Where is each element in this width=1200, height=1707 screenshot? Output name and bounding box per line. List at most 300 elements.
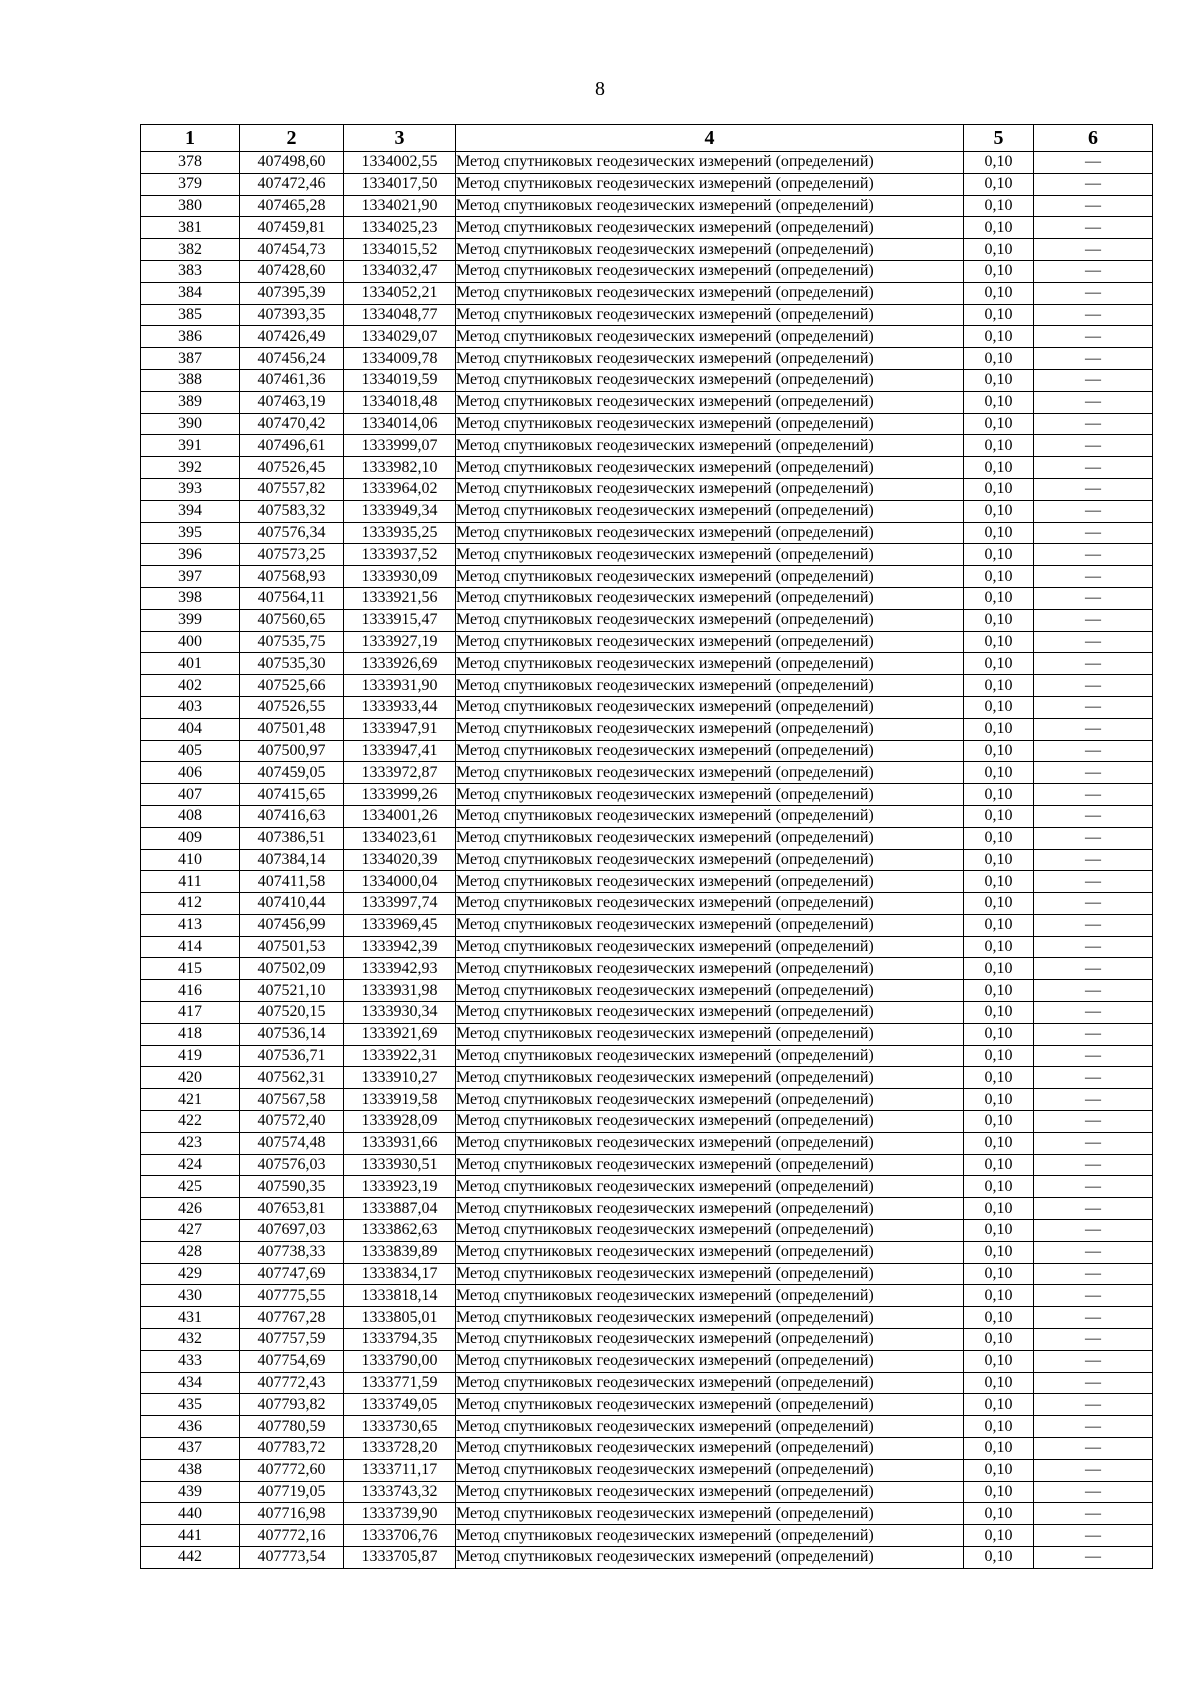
y-coordinate-cell: 1333969,45 xyxy=(344,914,456,936)
accuracy-cell: 0,10 xyxy=(964,152,1034,174)
y-coordinate-cell: 1334017,50 xyxy=(344,173,456,195)
note-cell: — xyxy=(1034,500,1153,522)
accuracy-cell: 0,10 xyxy=(964,1132,1034,1154)
y-coordinate-cell: 1333805,01 xyxy=(344,1307,456,1329)
y-coordinate-cell: 1333739,90 xyxy=(344,1503,456,1525)
method-cell: Метод спутниковых геодезических измерений (определений) xyxy=(456,566,964,588)
method-cell: Метод спутниковых геодезических измерений (определений) xyxy=(456,1154,964,1176)
y-coordinate-cell: 1334052,21 xyxy=(344,282,456,304)
accuracy-cell: 0,10 xyxy=(964,1481,1034,1503)
method-cell: Метод спутниковых геодезических измерений (определений) xyxy=(456,457,964,479)
point-number-cell: 391 xyxy=(141,435,240,457)
page-number: 8 xyxy=(595,78,605,100)
y-coordinate-cell: 1334000,04 xyxy=(344,871,456,893)
table-row xyxy=(141,152,1153,174)
y-coordinate-cell: 1334015,52 xyxy=(344,239,456,261)
point-number-cell: 429 xyxy=(141,1263,240,1285)
y-coordinate-cell: 1333921,69 xyxy=(344,1023,456,1045)
point-number-cell: 427 xyxy=(141,1220,240,1242)
y-coordinate-cell: 1333706,76 xyxy=(344,1525,456,1547)
method-cell: Метод спутниковых геодезических измерений (определений) xyxy=(456,1198,964,1220)
table-row xyxy=(141,805,1153,827)
x-coordinate-cell: 407757,59 xyxy=(240,1329,344,1351)
table-row xyxy=(141,239,1153,261)
note-cell: — xyxy=(1034,871,1153,893)
x-coordinate-cell: 407415,65 xyxy=(240,784,344,806)
table-row xyxy=(141,587,1153,609)
method-cell: Метод спутниковых геодезических измерений (определений) xyxy=(456,914,964,936)
x-coordinate-cell: 407772,43 xyxy=(240,1372,344,1394)
table-row xyxy=(141,1023,1153,1045)
accuracy-cell: 0,10 xyxy=(964,478,1034,500)
point-number-cell: 414 xyxy=(141,936,240,958)
note-cell: — xyxy=(1034,304,1153,326)
table-row xyxy=(141,1002,1153,1024)
accuracy-cell: 0,10 xyxy=(964,348,1034,370)
accuracy-cell: 0,10 xyxy=(964,369,1034,391)
point-number-cell: 422 xyxy=(141,1111,240,1133)
note-cell: — xyxy=(1034,914,1153,936)
y-coordinate-cell: 1333964,02 xyxy=(344,478,456,500)
y-coordinate-cell: 1333999,07 xyxy=(344,435,456,457)
point-number-cell: 393 xyxy=(141,478,240,500)
y-coordinate-cell: 1333931,90 xyxy=(344,675,456,697)
method-cell: Метод спутниковых геодезических измерений (определений) xyxy=(456,1416,964,1438)
x-coordinate-cell: 407501,53 xyxy=(240,936,344,958)
point-number-cell: 380 xyxy=(141,195,240,217)
method-cell: Метод спутниковых геодезических измерений (определений) xyxy=(456,893,964,915)
note-cell: — xyxy=(1034,348,1153,370)
x-coordinate-cell: 407459,81 xyxy=(240,217,344,239)
y-coordinate-cell: 1333930,51 xyxy=(344,1154,456,1176)
accuracy-cell: 0,10 xyxy=(964,980,1034,1002)
note-cell: — xyxy=(1034,413,1153,435)
accuracy-cell: 0,10 xyxy=(964,893,1034,915)
point-number-cell: 434 xyxy=(141,1372,240,1394)
note-cell: — xyxy=(1034,958,1153,980)
note-cell: — xyxy=(1034,675,1153,697)
x-coordinate-cell: 407536,14 xyxy=(240,1023,344,1045)
table-row xyxy=(141,326,1153,348)
x-coordinate-cell: 407395,39 xyxy=(240,282,344,304)
method-cell: Метод спутниковых геодезических измерений (определений) xyxy=(456,696,964,718)
method-cell: Метод спутниковых геодезических измерений (определений) xyxy=(456,391,964,413)
note-cell: — xyxy=(1034,282,1153,304)
y-coordinate-cell: 1333997,74 xyxy=(344,893,456,915)
note-cell: — xyxy=(1034,457,1153,479)
x-coordinate-cell: 407653,81 xyxy=(240,1198,344,1220)
note-cell: — xyxy=(1034,784,1153,806)
table-row xyxy=(141,631,1153,653)
point-number-cell: 420 xyxy=(141,1067,240,1089)
accuracy-cell: 0,10 xyxy=(964,260,1034,282)
x-coordinate-cell: 407384,14 xyxy=(240,849,344,871)
accuracy-cell: 0,10 xyxy=(964,195,1034,217)
note-cell: — xyxy=(1034,1307,1153,1329)
point-number-cell: 433 xyxy=(141,1350,240,1372)
column-header-3: 3 xyxy=(344,125,456,152)
table-row xyxy=(141,217,1153,239)
point-number-cell: 413 xyxy=(141,914,240,936)
y-coordinate-cell: 1333982,10 xyxy=(344,457,456,479)
table-row xyxy=(141,413,1153,435)
x-coordinate-cell: 407456,99 xyxy=(240,914,344,936)
table-row xyxy=(141,500,1153,522)
point-number-cell: 397 xyxy=(141,566,240,588)
method-cell: Метод спутниковых геодезических измерений (определений) xyxy=(456,1394,964,1416)
y-coordinate-cell: 1333947,41 xyxy=(344,740,456,762)
y-coordinate-cell: 1333930,09 xyxy=(344,566,456,588)
method-cell: Метод спутниковых геодезических измерений (определений) xyxy=(456,784,964,806)
table-row xyxy=(141,1525,1153,1547)
y-coordinate-cell: 1333839,89 xyxy=(344,1241,456,1263)
point-number-cell: 424 xyxy=(141,1154,240,1176)
point-number-cell: 379 xyxy=(141,173,240,195)
method-cell: Метод спутниковых геодезических измерений (определений) xyxy=(456,980,964,1002)
method-cell: Метод спутниковых геодезических измерений (определений) xyxy=(456,1002,964,1024)
point-number-cell: 421 xyxy=(141,1089,240,1111)
method-cell: Метод спутниковых геодезических измерений (определений) xyxy=(456,958,964,980)
note-cell: — xyxy=(1034,718,1153,740)
x-coordinate-cell: 407454,73 xyxy=(240,239,344,261)
table-row xyxy=(141,1220,1153,1242)
accuracy-cell: 0,10 xyxy=(964,740,1034,762)
accuracy-cell: 0,10 xyxy=(964,1329,1034,1351)
point-number-cell: 407 xyxy=(141,784,240,806)
x-coordinate-cell: 407472,46 xyxy=(240,173,344,195)
method-cell: Метод спутниковых геодезических измерений (определений) xyxy=(456,718,964,740)
table-row xyxy=(141,1263,1153,1285)
note-cell: — xyxy=(1034,1481,1153,1503)
x-coordinate-cell: 407576,34 xyxy=(240,522,344,544)
x-coordinate-cell: 407465,28 xyxy=(240,195,344,217)
method-cell: Метод спутниковых геодезических измерений (определений) xyxy=(456,435,964,457)
table-row xyxy=(141,282,1153,304)
point-number-cell: 423 xyxy=(141,1132,240,1154)
method-cell: Метод спутниковых геодезических измерений (определений) xyxy=(456,1459,964,1481)
x-coordinate-cell: 407719,05 xyxy=(240,1481,344,1503)
method-cell: Метод спутниковых геодезических измерений (определений) xyxy=(456,195,964,217)
table-row xyxy=(141,893,1153,915)
x-coordinate-cell: 407583,32 xyxy=(240,500,344,522)
note-cell: — xyxy=(1034,239,1153,261)
table-row xyxy=(141,1307,1153,1329)
point-number-cell: 409 xyxy=(141,827,240,849)
y-coordinate-cell: 1334023,61 xyxy=(344,827,456,849)
table-row xyxy=(141,544,1153,566)
accuracy-cell: 0,10 xyxy=(964,1459,1034,1481)
note-cell: — xyxy=(1034,152,1153,174)
x-coordinate-cell: 407459,05 xyxy=(240,762,344,784)
table-row xyxy=(141,304,1153,326)
method-cell: Метод спутниковых геодезических измерений (определений) xyxy=(456,1503,964,1525)
method-cell: Метод спутниковых геодезических измерений (определений) xyxy=(456,740,964,762)
accuracy-cell: 0,10 xyxy=(964,805,1034,827)
x-coordinate-cell: 407536,71 xyxy=(240,1045,344,1067)
point-number-cell: 392 xyxy=(141,457,240,479)
accuracy-cell: 0,10 xyxy=(964,1350,1034,1372)
x-coordinate-cell: 407697,03 xyxy=(240,1220,344,1242)
accuracy-cell: 0,10 xyxy=(964,544,1034,566)
y-coordinate-cell: 1333834,17 xyxy=(344,1263,456,1285)
point-number-cell: 412 xyxy=(141,893,240,915)
note-cell: — xyxy=(1034,1394,1153,1416)
accuracy-cell: 0,10 xyxy=(964,1023,1034,1045)
y-coordinate-cell: 1333999,26 xyxy=(344,784,456,806)
y-coordinate-cell: 1333771,59 xyxy=(344,1372,456,1394)
accuracy-cell: 0,10 xyxy=(964,1307,1034,1329)
table-row xyxy=(141,871,1153,893)
accuracy-cell: 0,10 xyxy=(964,958,1034,980)
x-coordinate-cell: 407498,60 xyxy=(240,152,344,174)
point-number-cell: 383 xyxy=(141,260,240,282)
note-cell: — xyxy=(1034,326,1153,348)
x-coordinate-cell: 407738,33 xyxy=(240,1241,344,1263)
point-number-cell: 398 xyxy=(141,587,240,609)
note-cell: — xyxy=(1034,1132,1153,1154)
note-cell: — xyxy=(1034,1547,1153,1569)
accuracy-cell: 0,10 xyxy=(964,239,1034,261)
table-row xyxy=(141,849,1153,871)
point-number-cell: 382 xyxy=(141,239,240,261)
table-row xyxy=(141,914,1153,936)
y-coordinate-cell: 1334020,39 xyxy=(344,849,456,871)
method-cell: Метод спутниковых геодезических измерений (определений) xyxy=(456,304,964,326)
accuracy-cell: 0,10 xyxy=(964,1503,1034,1525)
y-coordinate-cell: 1333937,52 xyxy=(344,544,456,566)
accuracy-cell: 0,10 xyxy=(964,1525,1034,1547)
note-cell: — xyxy=(1034,1067,1153,1089)
accuracy-cell: 0,10 xyxy=(964,827,1034,849)
note-cell: — xyxy=(1034,1176,1153,1198)
x-coordinate-cell: 407456,24 xyxy=(240,348,344,370)
note-cell: — xyxy=(1034,173,1153,195)
x-coordinate-cell: 407767,28 xyxy=(240,1307,344,1329)
table-row xyxy=(141,696,1153,718)
point-number-cell: 404 xyxy=(141,718,240,740)
x-coordinate-cell: 407411,58 xyxy=(240,871,344,893)
point-number-cell: 406 xyxy=(141,762,240,784)
method-cell: Метод спутниковых геодезических измерений (определений) xyxy=(456,239,964,261)
accuracy-cell: 0,10 xyxy=(964,696,1034,718)
table-row xyxy=(141,1372,1153,1394)
table-row xyxy=(141,827,1153,849)
point-number-cell: 425 xyxy=(141,1176,240,1198)
table-row xyxy=(141,566,1153,588)
accuracy-cell: 0,10 xyxy=(964,566,1034,588)
y-coordinate-cell: 1333933,44 xyxy=(344,696,456,718)
method-cell: Метод спутниковых геодезических измерений (определений) xyxy=(456,1045,964,1067)
y-coordinate-cell: 1334021,90 xyxy=(344,195,456,217)
note-cell: — xyxy=(1034,827,1153,849)
y-coordinate-cell: 1333926,69 xyxy=(344,653,456,675)
accuracy-cell: 0,10 xyxy=(964,1241,1034,1263)
note-cell: — xyxy=(1034,1350,1153,1372)
y-coordinate-cell: 1333919,58 xyxy=(344,1089,456,1111)
method-cell: Метод спутниковых геодезических измерений (определений) xyxy=(456,805,964,827)
point-number-cell: 436 xyxy=(141,1416,240,1438)
point-number-cell: 378 xyxy=(141,152,240,174)
table-body xyxy=(141,152,1153,1569)
table-row xyxy=(141,1132,1153,1154)
y-coordinate-cell: 1333711,17 xyxy=(344,1459,456,1481)
note-cell: — xyxy=(1034,696,1153,718)
table-row xyxy=(141,435,1153,457)
y-coordinate-cell: 1334009,78 xyxy=(344,348,456,370)
y-coordinate-cell: 1334019,59 xyxy=(344,369,456,391)
x-coordinate-cell: 407560,65 xyxy=(240,609,344,631)
accuracy-cell: 0,10 xyxy=(964,1067,1034,1089)
point-number-cell: 417 xyxy=(141,1002,240,1024)
note-cell: — xyxy=(1034,1263,1153,1285)
point-number-cell: 438 xyxy=(141,1459,240,1481)
table-row xyxy=(141,457,1153,479)
table-row xyxy=(141,1285,1153,1307)
x-coordinate-cell: 407501,48 xyxy=(240,718,344,740)
x-coordinate-cell: 407521,10 xyxy=(240,980,344,1002)
method-cell: Метод спутниковых геодезических измерений (определений) xyxy=(456,936,964,958)
point-number-cell: 385 xyxy=(141,304,240,326)
accuracy-cell: 0,10 xyxy=(964,1002,1034,1024)
x-coordinate-cell: 407386,51 xyxy=(240,827,344,849)
point-number-cell: 428 xyxy=(141,1241,240,1263)
table-row xyxy=(141,1111,1153,1133)
point-number-cell: 431 xyxy=(141,1307,240,1329)
y-coordinate-cell: 1333794,35 xyxy=(344,1329,456,1351)
point-number-cell: 401 xyxy=(141,653,240,675)
y-coordinate-cell: 1334014,06 xyxy=(344,413,456,435)
x-coordinate-cell: 407775,55 xyxy=(240,1285,344,1307)
x-coordinate-cell: 407520,15 xyxy=(240,1002,344,1024)
y-coordinate-cell: 1333887,04 xyxy=(344,1198,456,1220)
x-coordinate-cell: 407502,09 xyxy=(240,958,344,980)
method-cell: Метод спутниковых геодезических измерений (определений) xyxy=(456,1023,964,1045)
x-coordinate-cell: 407535,30 xyxy=(240,653,344,675)
note-cell: — xyxy=(1034,1023,1153,1045)
x-coordinate-cell: 407576,03 xyxy=(240,1154,344,1176)
point-number-cell: 402 xyxy=(141,675,240,697)
x-coordinate-cell: 407535,75 xyxy=(240,631,344,653)
method-cell: Метод спутниковых геодезических измерений (определений) xyxy=(456,1438,964,1460)
method-cell: Метод спутниковых геодезических измерений (определений) xyxy=(456,1241,964,1263)
point-number-cell: 430 xyxy=(141,1285,240,1307)
accuracy-cell: 0,10 xyxy=(964,1220,1034,1242)
accuracy-cell: 0,10 xyxy=(964,1263,1034,1285)
method-cell: Метод спутниковых геодезических измерений (определений) xyxy=(456,1481,964,1503)
point-number-cell: 399 xyxy=(141,609,240,631)
table-row xyxy=(141,195,1153,217)
note-cell: — xyxy=(1034,478,1153,500)
table-row xyxy=(141,1547,1153,1569)
accuracy-cell: 0,10 xyxy=(964,871,1034,893)
table-row xyxy=(141,173,1153,195)
y-coordinate-cell: 1333931,98 xyxy=(344,980,456,1002)
point-number-cell: 435 xyxy=(141,1394,240,1416)
x-coordinate-cell: 407754,69 xyxy=(240,1350,344,1372)
note-cell: — xyxy=(1034,1241,1153,1263)
note-cell: — xyxy=(1034,936,1153,958)
y-coordinate-cell: 1333949,34 xyxy=(344,500,456,522)
accuracy-cell: 0,10 xyxy=(964,1372,1034,1394)
note-cell: — xyxy=(1034,1045,1153,1067)
table-row xyxy=(141,1241,1153,1263)
accuracy-cell: 0,10 xyxy=(964,1198,1034,1220)
method-cell: Метод спутниковых геодезических измерений (определений) xyxy=(456,762,964,784)
table-row xyxy=(141,1067,1153,1089)
x-coordinate-cell: 407573,25 xyxy=(240,544,344,566)
accuracy-cell: 0,10 xyxy=(964,609,1034,631)
note-cell: — xyxy=(1034,1089,1153,1111)
method-cell: Метод спутниковых геодезических измерений (определений) xyxy=(456,653,964,675)
x-coordinate-cell: 407428,60 xyxy=(240,260,344,282)
point-number-cell: 388 xyxy=(141,369,240,391)
point-number-cell: 394 xyxy=(141,500,240,522)
note-cell: — xyxy=(1034,566,1153,588)
method-cell: Метод спутниковых геодезических измерений (определений) xyxy=(456,1176,964,1198)
point-number-cell: 418 xyxy=(141,1023,240,1045)
table-row xyxy=(141,936,1153,958)
note-cell: — xyxy=(1034,762,1153,784)
method-cell: Метод спутниковых геодезических измерений (определений) xyxy=(456,631,964,653)
y-coordinate-cell: 1333705,87 xyxy=(344,1547,456,1569)
note-cell: — xyxy=(1034,195,1153,217)
y-coordinate-cell: 1333942,93 xyxy=(344,958,456,980)
table-row xyxy=(141,784,1153,806)
table-row xyxy=(141,1438,1153,1460)
accuracy-cell: 0,10 xyxy=(964,282,1034,304)
accuracy-cell: 0,10 xyxy=(964,849,1034,871)
x-coordinate-cell: 407772,60 xyxy=(240,1459,344,1481)
note-cell: — xyxy=(1034,740,1153,762)
accuracy-cell: 0,10 xyxy=(964,1285,1034,1307)
point-number-cell: 415 xyxy=(141,958,240,980)
table-row xyxy=(141,675,1153,697)
accuracy-cell: 0,10 xyxy=(964,1547,1034,1569)
method-cell: Метод спутниковых геодезических измерений (определений) xyxy=(456,348,964,370)
table-row xyxy=(141,762,1153,784)
method-cell: Метод спутниковых геодезических измерений (определений) xyxy=(456,1220,964,1242)
note-cell: — xyxy=(1034,1438,1153,1460)
method-cell: Метод спутниковых геодезических измерений (определений) xyxy=(456,1329,964,1351)
method-cell: Метод спутниковых геодезических измерений (определений) xyxy=(456,413,964,435)
method-cell: Метод спутниковых геодезических измерений (определений) xyxy=(456,1350,964,1372)
method-cell: Метод спутниковых геодезических измерений (определений) xyxy=(456,827,964,849)
point-number-cell: 440 xyxy=(141,1503,240,1525)
coordinates-table xyxy=(140,124,1153,1569)
note-cell: — xyxy=(1034,1459,1153,1481)
note-cell: — xyxy=(1034,260,1153,282)
method-cell: Метод спутниковых геодезических измерений (определений) xyxy=(456,587,964,609)
accuracy-cell: 0,10 xyxy=(964,435,1034,457)
table-row xyxy=(141,718,1153,740)
point-number-cell: 403 xyxy=(141,696,240,718)
table-row xyxy=(141,1350,1153,1372)
note-cell: — xyxy=(1034,1372,1153,1394)
y-coordinate-cell: 1333928,09 xyxy=(344,1111,456,1133)
y-coordinate-cell: 1334001,26 xyxy=(344,805,456,827)
x-coordinate-cell: 407393,35 xyxy=(240,304,344,326)
x-coordinate-cell: 407525,66 xyxy=(240,675,344,697)
method-cell: Метод спутниковых геодезических измерений (определений) xyxy=(456,522,964,544)
note-cell: — xyxy=(1034,1111,1153,1133)
note-cell: — xyxy=(1034,849,1153,871)
y-coordinate-cell: 1333972,87 xyxy=(344,762,456,784)
note-cell: — xyxy=(1034,1220,1153,1242)
y-coordinate-cell: 1333743,32 xyxy=(344,1481,456,1503)
y-coordinate-cell: 1334032,47 xyxy=(344,260,456,282)
x-coordinate-cell: 407470,42 xyxy=(240,413,344,435)
y-coordinate-cell: 1334029,07 xyxy=(344,326,456,348)
